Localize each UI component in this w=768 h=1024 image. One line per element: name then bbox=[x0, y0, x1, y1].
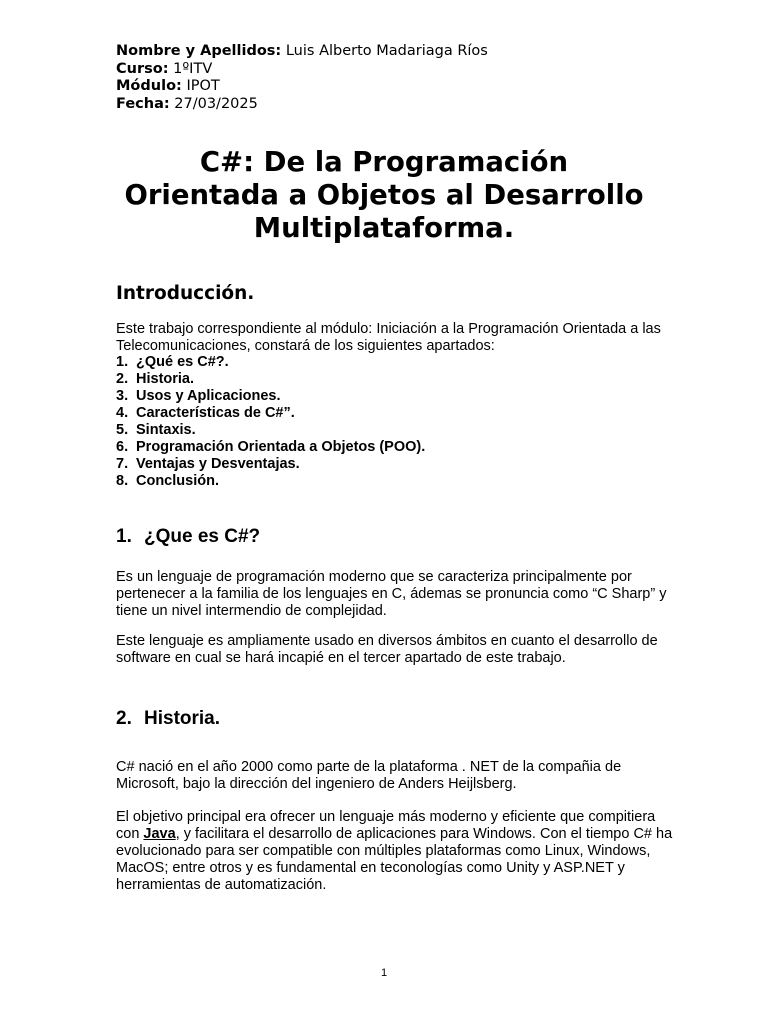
toc-item: 1. ¿Qué es C#?. bbox=[116, 354, 229, 370]
title-line-3: Multiplataforma. bbox=[253, 212, 515, 244]
meta-course-value: 1ºITV bbox=[173, 60, 213, 77]
title-line-2: Orientada a Objetos al Desarrollo bbox=[124, 179, 644, 211]
toc-item: 5. Sintaxis. bbox=[116, 422, 196, 438]
meta-module-row bbox=[116, 78, 488, 96]
toc-item: 2. Historia. bbox=[116, 371, 195, 387]
title-line-1: C#: De la Programación bbox=[199, 146, 569, 178]
section-2-title: Historia. bbox=[144, 708, 221, 729]
document-metadata bbox=[116, 43, 488, 113]
intro-heading: Introducción. bbox=[116, 283, 255, 304]
section-2-heading bbox=[116, 708, 220, 730]
section-2-paragraph-1: C# nació en el año 2000 como parte de la plataforma . NET de la compañia de Microsoft, bajo la dirección del ingeniero de Anders Heijlsberg. bbox=[116, 759, 622, 792]
intro-paragraph: Este trabajo correspondiente al módulo: Iniciación a la Programación Orientada a las Telecomunicaciones, constará de los siguientes apartados: bbox=[116, 321, 661, 354]
toc-item: 4. Características de C#”. bbox=[116, 405, 295, 421]
meta-date-value: 27/03/2025 bbox=[174, 95, 258, 112]
toc-item: 7. Ventajas y Desventajas. bbox=[116, 456, 300, 472]
meta-course-label: Curso: bbox=[116, 60, 169, 77]
section-1-paragraph-1: Es un lenguaje de programación moderno que se caracteriza principalmente por pertenecer a la familia de los lenguajes en C, ádemas se pronuncia como “C Sharp” y tiene un nivel intermendio de complejidad. bbox=[116, 569, 667, 619]
java-link[interactable]: Java bbox=[143, 826, 176, 842]
section-1-paragraph-2: Este lenguaje es ampliamente usado en diversos ámbitos en cuanto el desarrollo de software en cual se hará incapié en el tercer apartado de este trabajo. bbox=[116, 633, 658, 666]
table-of-contents bbox=[116, 354, 425, 490]
section-1-title: ¿Que es C#? bbox=[144, 526, 261, 547]
toc-item: 6. Programación Orientada a Objetos (POO). bbox=[116, 439, 426, 455]
meta-module-value: IPOT bbox=[186, 78, 220, 94]
page-number: 1 bbox=[380, 967, 388, 979]
section-2-paragraph-2: El objetivo principal era ofrecer un lenguaje más moderno y eficiente que compitiera con Java, y facilitara el desarrollo de aplicaciones para Windows. Con el tiempo C# ha evolucionado para ser compatible con múltiples plataformas como Linux, Windows, MacOS; entre otros y es fundamental en teconologías como Unity y ASP.NET y herramientas de automatización. bbox=[116, 809, 673, 893]
document-title bbox=[90, 146, 678, 245]
section-1-number: 1. bbox=[116, 526, 132, 547]
toc-item: 3. Usos y Aplicaciones. bbox=[116, 388, 281, 404]
meta-date-label: Fecha: bbox=[116, 95, 170, 112]
meta-name-row bbox=[116, 43, 488, 61]
section-2-number: 2. bbox=[116, 708, 132, 729]
meta-course-row bbox=[116, 61, 488, 79]
meta-name-value: Luis Alberto Madariaga Ríos bbox=[285, 43, 488, 59]
section-1-heading bbox=[116, 526, 260, 548]
meta-date-row bbox=[116, 96, 488, 114]
meta-module-label: Módulo: bbox=[116, 78, 182, 94]
toc-item: 8. Conclusión. bbox=[116, 473, 219, 489]
meta-name-label: Nombre y Apellidos: bbox=[116, 43, 282, 59]
